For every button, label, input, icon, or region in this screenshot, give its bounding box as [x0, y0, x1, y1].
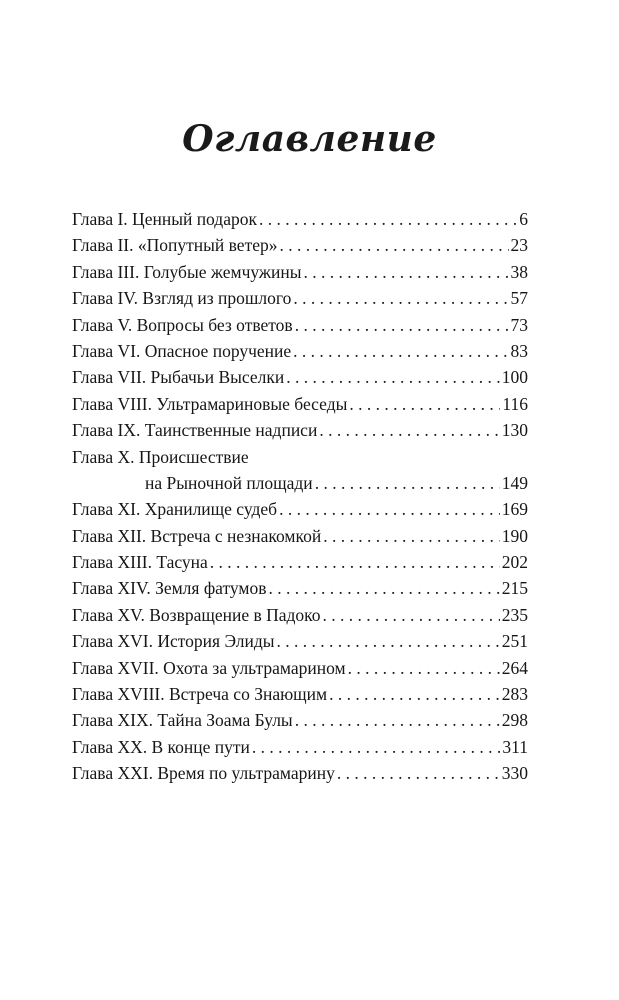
toc-entry — [72, 760, 528, 786]
toc-chapter-title: Глава VIII. Ультрамариновые беседы — [72, 393, 348, 414]
toc-chapter-title: Глава XV. Возвращение в Падоко — [72, 604, 321, 625]
toc-page-number: 264 — [501, 657, 528, 678]
toc-page-number: 251 — [501, 631, 528, 652]
toc-chapter-title: Глава IV. Взгляд из прошлого — [72, 288, 292, 309]
toc-entry — [72, 681, 528, 707]
toc-chapter-title: Глава XIII. Тасуна — [72, 552, 208, 573]
toc-entry — [72, 391, 528, 417]
toc-chapter-title: Глава XVIII. Встреча со Знающим — [72, 684, 328, 705]
toc-page-number: 57 — [510, 288, 528, 309]
toc-leader-dots — [210, 549, 500, 575]
toc-leader-dots — [277, 628, 500, 654]
toc-chapter-title: Глава II. «Попутный ветер» — [72, 235, 278, 256]
toc-chapter-title: Глава IX. Таинственные надписи — [72, 420, 318, 441]
toc-leader-dots — [315, 470, 500, 496]
toc-leader-dots — [280, 232, 509, 258]
toc-page-number: 6 — [519, 209, 528, 229]
toc-page-number: 202 — [501, 552, 528, 573]
table-of-contents — [72, 206, 528, 787]
toc-leader-dots — [293, 285, 508, 311]
toc-chapter-title: Глава VI. Опасное поручение — [72, 340, 292, 361]
toc-leader-dots — [329, 681, 500, 707]
toc-entry — [72, 734, 528, 760]
toc-chapter-title: Глава VII. Рыбачьи Выселки — [72, 367, 285, 388]
toc-page-number: 215 — [501, 578, 528, 599]
toc-chapter-title-continuation: на Рыночной площади — [145, 472, 313, 493]
toc-page-number: 149 — [501, 472, 528, 493]
toc-leader-dots — [349, 391, 500, 417]
toc-leader-dots — [323, 523, 500, 549]
toc-leader-dots — [293, 338, 508, 364]
toc-page-number: 116 — [502, 393, 528, 414]
toc-entry — [72, 206, 528, 232]
toc-page-number: 330 — [501, 763, 528, 784]
toc-page-number: 283 — [501, 684, 528, 705]
toc-leader-dots — [279, 496, 500, 522]
toc-entry — [72, 628, 528, 654]
toc-entry — [72, 285, 528, 311]
toc-chapter-title: Глава X. Происшествие — [72, 446, 249, 467]
toc-leader-dots — [295, 312, 509, 338]
toc-leader-dots — [295, 707, 500, 733]
toc-chapter-title: Глава XIX. Тайна Зоама Булы — [72, 710, 293, 731]
toc-page-number: 235 — [501, 604, 528, 625]
toc-entry — [72, 364, 528, 390]
toc-leader-dots — [252, 734, 500, 760]
toc-entry — [72, 496, 528, 522]
toc-page-number: 298 — [501, 710, 528, 731]
toc-chapter-title: Глава XII. Встреча с незнакомкой — [72, 525, 322, 546]
toc-leader-dots — [303, 259, 508, 285]
toc-chapter-title: Глава III. Голубые жемчужины — [72, 261, 302, 282]
toc-chapter-title: Глава XXI. Время по ультрамарину — [72, 763, 335, 784]
toc-leader-dots — [286, 364, 499, 390]
toc-chapter-title: Глава V. Вопросы без ответов — [72, 314, 293, 335]
toc-leader-dots — [348, 655, 500, 681]
toc-entry — [72, 232, 528, 258]
toc-leader-dots — [337, 760, 500, 786]
toc-page-number: 190 — [501, 525, 528, 546]
toc-page-number: 73 — [510, 314, 528, 335]
toc-leader-dots — [323, 602, 500, 628]
toc-page-number: 130 — [501, 420, 528, 441]
toc-entry — [72, 417, 528, 443]
toc-page-number: 83 — [510, 340, 528, 361]
toc-page-number: 38 — [510, 261, 528, 282]
toc-page-number: 311 — [502, 736, 528, 757]
toc-chapter-title: Глава I. Ценный подарок — [72, 209, 257, 229]
toc-entry — [72, 707, 528, 733]
toc-entry — [72, 655, 528, 681]
toc-entry — [72, 259, 528, 285]
toc-page-number: 100 — [501, 367, 528, 388]
toc-entry — [72, 549, 528, 575]
toc-chapter-title: Глава XX. В конце пути — [72, 736, 250, 757]
toc-entry — [72, 338, 528, 364]
toc-page-number: 23 — [510, 235, 528, 256]
toc-chapter-continuation-line — [72, 470, 528, 496]
toc-leader-dots — [269, 575, 500, 601]
toc-chapter-title: Глава XIV. Земля фатумов — [72, 578, 267, 599]
toc-entry — [72, 575, 528, 601]
toc-leader-dots — [259, 206, 517, 232]
toc-chapter-title: Глава XVII. Охота за ультрамарином — [72, 657, 346, 678]
toc-chapter-title: Глава XI. Хранилище судеб — [72, 499, 278, 520]
page-title: Оглавление — [182, 118, 437, 160]
toc-entry — [72, 312, 528, 338]
toc-entry — [72, 444, 528, 497]
toc-entry — [72, 602, 528, 628]
toc-leader-dots — [319, 417, 499, 443]
toc-chapter-title: Глава XVI. История Элиды — [72, 631, 275, 652]
toc-page-number: 169 — [501, 499, 528, 520]
toc-entry — [72, 523, 528, 549]
